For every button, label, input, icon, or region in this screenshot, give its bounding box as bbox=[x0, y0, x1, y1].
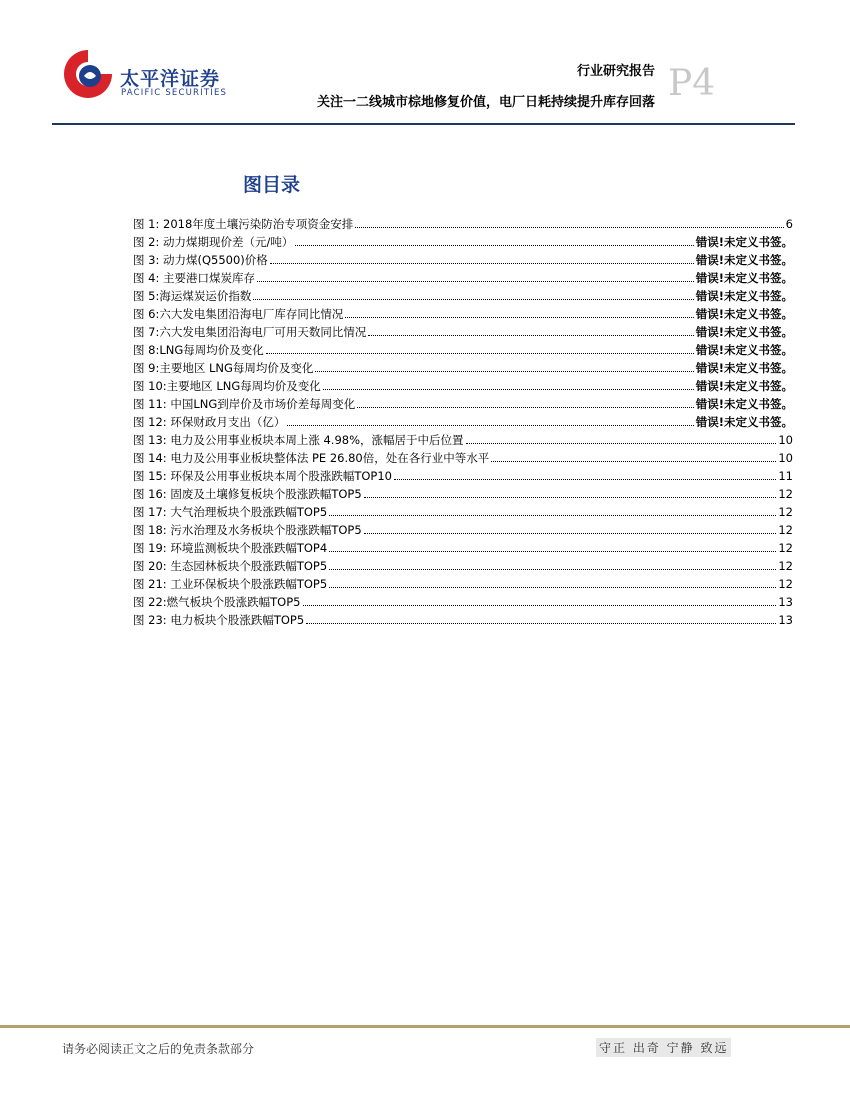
toc-entry-label[interactable]: 图 13: 电力及公用事业板块本周上涨 4.98%，涨幅居于中后位置 bbox=[133, 433, 464, 447]
toc-entry-page[interactable]: 错误!未定义书签。 bbox=[695, 397, 793, 411]
toc-entry[interactable] bbox=[133, 593, 793, 611]
page-number: P4 bbox=[668, 63, 716, 104]
toc-entry-label[interactable]: 图 16: 固废及土壤修复板块个股涨跌幅TOP5 bbox=[133, 487, 362, 501]
toc-entry[interactable] bbox=[133, 575, 793, 593]
toc-entry-label[interactable]: 图 4: 主要港口煤炭库存 bbox=[133, 271, 256, 285]
toc-leader-dots bbox=[306, 611, 776, 624]
footer-disclaimer: 请务必阅读正文之后的免责条款部分 bbox=[62, 1042, 255, 1056]
toc-entry[interactable] bbox=[133, 449, 793, 467]
logo-chinese-name: 太平洋证券 bbox=[120, 68, 221, 90]
toc-entry-page[interactable]: 13 bbox=[778, 595, 793, 609]
toc-entry[interactable] bbox=[133, 287, 793, 305]
toc-entry[interactable] bbox=[133, 377, 793, 395]
report-title: 关注一二线城市棕地修复价值，电厂日耗持续提升库存回落 bbox=[316, 95, 655, 110]
toc-entry[interactable] bbox=[133, 269, 793, 287]
toc-entry-label[interactable]: 图 21: 工业环保板块个股涨跌幅TOP5 bbox=[133, 577, 328, 591]
toc-leader-dots bbox=[345, 305, 693, 318]
toc-entry-page[interactable]: 12 bbox=[778, 523, 793, 537]
toc-entry[interactable] bbox=[133, 467, 793, 485]
toc-entry[interactable] bbox=[133, 611, 793, 629]
report-type: 行业研究报告 bbox=[576, 64, 655, 79]
toc-entry[interactable] bbox=[133, 251, 793, 269]
toc-leader-dots bbox=[368, 323, 693, 336]
toc-entry-label[interactable]: 图 6:六大发电集团沿海电厂库存同比情况 bbox=[133, 307, 344, 321]
toc-entry-page[interactable]: 错误!未定义书签。 bbox=[695, 325, 793, 339]
toc-entry[interactable] bbox=[133, 215, 793, 233]
toc-entry[interactable] bbox=[133, 395, 793, 413]
toc-entry-page[interactable]: 6 bbox=[785, 217, 793, 231]
toc-entry[interactable] bbox=[133, 485, 793, 503]
toc-entry-page[interactable]: 10 bbox=[778, 451, 793, 465]
toc-entry-page[interactable]: 错误!未定义书签。 bbox=[695, 343, 793, 357]
toc-leader-dots bbox=[266, 341, 694, 354]
toc-entry-page[interactable]: 错误!未定义书签。 bbox=[695, 253, 793, 267]
toc-entry-label[interactable]: 图 8:LNG每周均价及变化 bbox=[133, 343, 264, 357]
toc-entry-page[interactable]: 错误!未定义书签。 bbox=[695, 271, 793, 285]
toc-list bbox=[133, 215, 793, 629]
toc-entry[interactable] bbox=[133, 539, 793, 557]
toc-entry-label[interactable]: 图 9:主要地区 LNG每周均价及变化 bbox=[133, 361, 314, 375]
footer-motto: 守正 出奇 宁静 致远 bbox=[596, 1038, 731, 1057]
toc-entry-label[interactable]: 图 23: 电力板块个股涨跌幅TOP5 bbox=[133, 613, 305, 627]
toc-entry-label[interactable]: 图 1: 2018年度土壤污染防治专项资金安排 bbox=[133, 217, 354, 231]
pacific-securities-logo-icon bbox=[60, 46, 116, 102]
toc-leader-dots bbox=[329, 539, 776, 552]
toc-entry-page[interactable]: 12 bbox=[778, 487, 793, 501]
toc-entry-page[interactable]: 错误!未定义书签。 bbox=[695, 235, 793, 249]
toc-leader-dots bbox=[329, 503, 776, 516]
toc-leader-dots bbox=[394, 467, 776, 480]
toc-entry-page[interactable]: 错误!未定义书签。 bbox=[695, 289, 793, 303]
toc-entry-page[interactable]: 错误!未定义书签。 bbox=[695, 379, 793, 393]
toc-entry-label[interactable]: 图 20: 生态园林板块个股涨跌幅TOP5 bbox=[133, 559, 328, 573]
toc-leader-dots bbox=[253, 287, 693, 300]
toc-leader-dots bbox=[329, 575, 776, 588]
toc-entry-label[interactable]: 图 2: 动力煤期现价差（元/吨） bbox=[133, 235, 294, 249]
toc-entry-page[interactable]: 12 bbox=[778, 541, 793, 555]
toc-entry-page[interactable]: 12 bbox=[778, 559, 793, 573]
toc-entry[interactable] bbox=[133, 431, 793, 449]
toc-leader-dots bbox=[295, 233, 693, 246]
toc-entry-page[interactable]: 10 bbox=[778, 433, 793, 447]
toc-entry[interactable] bbox=[133, 341, 793, 359]
toc-leader-dots bbox=[329, 557, 776, 570]
toc-entry-label[interactable]: 图 18: 污水治理及水务板块个股涨跌幅TOP5 bbox=[133, 523, 362, 537]
toc-entry-label[interactable]: 图 5:海运煤炭运价指数 bbox=[133, 289, 252, 303]
toc-leader-dots bbox=[303, 593, 777, 606]
logo-english-name: PACIFIC SECURITIES bbox=[121, 88, 228, 98]
toc-entry-page[interactable]: 错误!未定义书签。 bbox=[695, 415, 793, 429]
toc-leader-dots bbox=[355, 215, 783, 228]
toc-leader-dots bbox=[287, 413, 693, 426]
toc-entry[interactable] bbox=[133, 557, 793, 575]
toc-entry-page[interactable]: 11 bbox=[778, 469, 793, 483]
toc-leader-dots bbox=[466, 431, 777, 444]
toc-entry[interactable] bbox=[133, 305, 793, 323]
toc-heading: 图目录 bbox=[243, 174, 301, 196]
toc-entry-label[interactable]: 图 14: 电力及公用事业板块整体法 PE 26.80倍，处在各行业中等水平 bbox=[133, 451, 490, 465]
toc-entry[interactable] bbox=[133, 359, 793, 377]
toc-entry[interactable] bbox=[133, 521, 793, 539]
toc-entry-page[interactable]: 12 bbox=[778, 505, 793, 519]
toc-entry[interactable] bbox=[133, 503, 793, 521]
toc-leader-dots bbox=[364, 485, 777, 498]
toc-leader-dots bbox=[270, 251, 694, 264]
toc-entry-page[interactable]: 12 bbox=[778, 577, 793, 591]
toc-leader-dots bbox=[315, 359, 693, 372]
toc-entry-label[interactable]: 图 19: 环境监测板块个股涨跌幅TOP4 bbox=[133, 541, 328, 555]
toc-entry-label[interactable]: 图 10:主要地区 LNG每周均价及变化 bbox=[133, 379, 321, 393]
toc-entry[interactable] bbox=[133, 323, 793, 341]
toc-entry-label[interactable]: 图 15: 环保及公用事业板块本周个股涨跌幅TOP10 bbox=[133, 469, 392, 483]
toc-leader-dots bbox=[491, 449, 776, 462]
toc-entry-page[interactable]: 错误!未定义书签。 bbox=[695, 307, 793, 321]
toc-entry-page[interactable]: 错误!未定义书签。 bbox=[695, 361, 793, 375]
toc-leader-dots bbox=[364, 521, 777, 534]
toc-entry[interactable] bbox=[133, 233, 793, 251]
toc-entry-label[interactable]: 图 3: 动力煤(Q5500)价格 bbox=[133, 253, 268, 267]
toc-leader-dots bbox=[357, 395, 694, 408]
footer-divider bbox=[0, 1025, 850, 1028]
toc-leader-dots bbox=[323, 377, 694, 390]
toc-entry[interactable] bbox=[133, 413, 793, 431]
toc-entry-label[interactable]: 图 12: 环保财政月支出（亿） bbox=[133, 415, 286, 429]
header-divider bbox=[52, 123, 795, 125]
toc-leader-dots bbox=[257, 269, 694, 282]
toc-entry-label[interactable]: 图 11: 中国LNG到岸价及市场价差每周变化 bbox=[133, 397, 356, 411]
toc-entry-label[interactable]: 图 7:六大发电集团沿海电厂可用天数同比情况 bbox=[133, 325, 367, 339]
toc-entry-page[interactable]: 13 bbox=[778, 613, 793, 627]
toc-entry-label[interactable]: 图 22:燃气板块个股涨跌幅TOP5 bbox=[133, 595, 301, 609]
toc-entry-label[interactable]: 图 17: 大气治理板块个股涨跌幅TOP5 bbox=[133, 505, 328, 519]
